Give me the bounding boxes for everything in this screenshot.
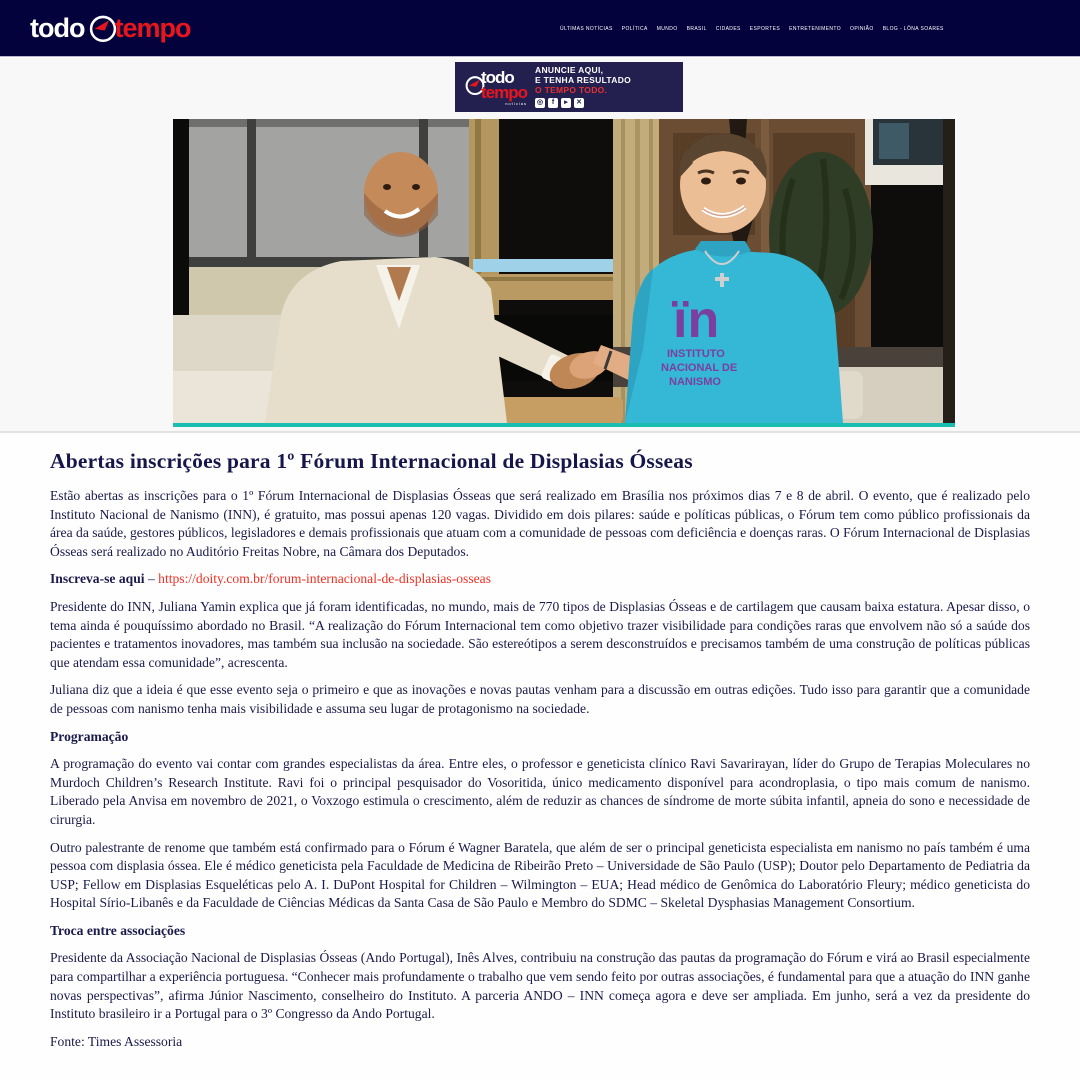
ad-line-2: E TENHA RESULTADO [535,75,632,86]
paragraph-juliana-quote: Presidente do INN, Juliana Yamin explica que já foram identificadas, no mundo, mais de 770 tipos de Displasias Ósseas e de cartilagem que causam baixa estatura. Apesar disso, o tema ainda é pouquíssimo abordado no Brasil. “A realização do Fórum Internacional tem como objetivo trazer visibilidade para condições raras que envolvem não só a saúde dos pacientes e tratamentos inovadores, mas também sua inclusão na sociedade. São estereótipos a serem desconstruídos e precisamos também de uma construção de políticas públicas que atendam essa comunidade”, acrescenta. [50,598,1030,670]
subscribe-link[interactable]: https://doity.com.br/forum-internacional-de-displasias-osseas [158,571,491,587]
ad-logo-word-todo: todo [481,67,514,87]
ad-line-3: O TEMPO TODO. [535,84,608,95]
subscribe-label: Inscreva-se aqui [50,571,145,587]
logo-word-todo: todo [30,12,85,43]
photo-illustration [173,119,955,423]
source-line: Fonte: Times Assessoria [50,1033,183,1049]
shirt-logo: ïn [673,291,720,349]
shirt-text-3: NANISMO [669,376,721,388]
ad-social-row [535,98,631,108]
article-photo [173,119,955,427]
upper-section [0,58,1080,431]
paragraph-baratela: Outro palestrante de renome que também está confirmado para o Fórum é Wagner Baratela, que além de ser o principal geneticista especialista em nanismo no país também é uma pessoa com displasia óssea. Ele é médico geneticista pela Faculdade de Medicina de Ribeirão Preto – Universidade de São Paulo (USP); Doutor pelo Departamento de Pediatria da USP; Fellow em Displasias Esqueléticas pelo A. I. DuPont Hospital for Children – Wilmington – EUA; Head médico de Genômica do Laboratório Fleury; médico geneticista do Hospital Sírio-Libanês e da Faculdade de Ciências Médicas da Santa Casa de São Paulo e Membro do SDMC – Skeletal Dysphasias Management Consortium. [50,839,1030,911]
logo-word-tempo: tempo [114,12,191,43]
paragraph-juliana-ideia: Juliana diz que a ideia é que esse evento seja o primeiro e que as inovações e novas pautas venham para a discussão em outras edições. Tudo isso para garantir que a comunidade de pessoas com nanismo tenha mais visibilidade e assuma seu lugar de protagonismo na sociedade. [50,682,1030,716]
site-header [0,0,1080,57]
instagram-icon[interactable]: ◎ [536,98,544,106]
ad-logo-word-tempo: tempo [481,82,527,102]
ad-banner[interactable] [455,62,683,112]
article-title: Abertas inscrições para 1º Fórum Internacional de Displasias Ósseas [50,449,693,473]
ad-banner-logo [463,69,527,106]
main-nav [560,0,944,57]
paragraph-troca: Presidente da Associação Nacional de Displasias Ósseas (Ando Portugal), Inês Alves, contribuiu na construção das pautas da programação do Fórum e virá ao Brasil especialmente para compartilhar a experiência portuguesa. “Conhecer mais profundamente o trabalho que vem sendo feito por outras associações, é fundamental para que a atuação do INN ganhe novas perspectivas”, afirma Júnior Nascimento, conselheiro do Instituto. A parceria ANDO – INN começa agora e deve ser ampliada. Em junho, será a vez da presidente do Instituto brasileiro ir a Portugal para o 3º Congresso da Ando Portugal. [50,950,1030,1022]
ad-banner-text [535,66,631,107]
facebook-icon[interactable]: f [548,98,558,108]
nav-politica[interactable]: POLÍTICA [621,25,648,32]
nav-entretenimento[interactable]: ENTRETENIMENTO [789,25,842,32]
shirt-text-1: INSTITUTO [667,348,725,360]
x-icon[interactable]: ✕ [574,98,584,108]
subscribe-line [50,570,1030,589]
youtube-icon[interactable]: ▸ [561,98,571,108]
article-body [0,431,1080,1080]
nav-esportes[interactable]: ESPORTES [749,25,781,32]
nav-ultimas-noticias[interactable]: ÚLTIMAS NOTÍCIAS [560,25,613,32]
nav-blog[interactable]: BLOG - LÔNA SOARES [882,25,944,32]
subscribe-separator: – [144,571,159,587]
site-logo[interactable] [30,11,190,45]
nav-cidades[interactable]: CIDADES [715,25,741,32]
ad-logo-sub-noticias: notícias [505,100,527,106]
paragraph-intro: Estão abertas as inscrições para o 1º Fórum Internacional de Displasias Ósseas que será realizado em Brasília nos próximos dias 7 e 8 de abril. O evento, que é realizado pelo Instituto Nacional de Nanismo (INN), é gratuito, mas possui apenas 120 vagas. Dividido em dois pilares: saúde e políticas públicas, o Fórum tem como público profissionais da área da saúde, gestores públicos, legisladores e demais profissionais que atuam com a comunidade de pessoas com deficiência e doenças raras. O Fórum Internacional de Displasias Ósseas será realizado no Auditório Freitas Nobre, na Câmara dos Deputados. [50,488,1030,559]
subheading-programacao: Programação [50,728,129,744]
nav-opiniao[interactable]: OPINIÃO [850,25,874,32]
paragraph-programacao: A programação do evento vai contar com grandes especialistas da área. Entre eles, o professor e geneticista clínico Ravi Savarirayan, líder do Grupo de Terapias Moleculares no Murdoch Children’s Research Institute. Ravi foi o principal pesquisador do Vosoritida, único medicamento disponível para acondroplasia, o tipo mais comum de nanismo. Liberado pela Anvisa em novembro de 2021, o Voxzogo estimula o crescimento, além de reduzir as chances de síndrome de morte súbita infantil, apneia do sono e necessidade de cirurgia. [50,756,1030,827]
nav-brasil[interactable]: BRASIL [686,25,707,32]
ad-line-1: ANUNCIE AQUI, [535,65,604,76]
nav-mundo[interactable]: MUNDO [656,25,678,32]
subheading-troca: Troca entre associações [50,922,186,938]
shirt-text-2: NACIONAL DE [661,362,738,374]
